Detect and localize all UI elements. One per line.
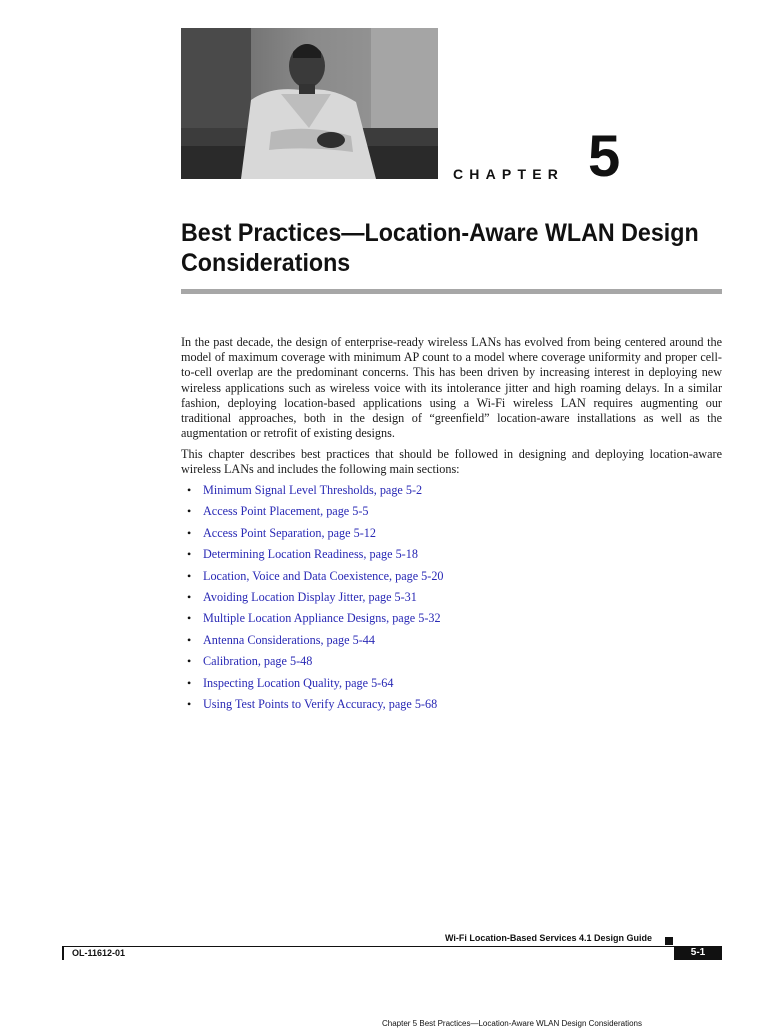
- list-item: [181, 654, 722, 675]
- chapter-title: Best Practices—Location-Aware WLAN Design Considerations: [181, 219, 699, 277]
- bullet-icon: •: [187, 525, 192, 540]
- list-item: [181, 676, 722, 697]
- section-link[interactable]: Calibration, page 5-48: [203, 654, 313, 669]
- section-list: [181, 483, 722, 718]
- section-link[interactable]: Minimum Signal Level Thresholds, page 5-2: [203, 483, 423, 497]
- man-seated-photo-icon: [181, 28, 438, 179]
- overview-paragraph: This chapter describes best practices that should be followed in designing and deploying location-aware wireless LANs and includes the following main sections:: [181, 447, 722, 477]
- chapter-photo: [181, 28, 438, 179]
- footer-guide-title: Wi-Fi Location-Based Services 4.1 Design Guide: [445, 933, 652, 943]
- footer-tick: [62, 946, 64, 960]
- list-item: [181, 483, 722, 504]
- page-number: 5-1: [674, 946, 722, 960]
- section-link[interactable]: Access Point Placement, page 5-5: [203, 504, 369, 519]
- next-page-running-header: Chapter 5 Best Practices—Location-Aware WLAN Design Considerations: [382, 1019, 642, 1028]
- intro-paragraph: In the past decade, the design of enterprise-ready wireless LANs has evolved from being centered around the model of maximum coverage with minimum AP count to a model where coverage uniformity and proper cell-to-cell overlap are the predominant concerns. This has been driven by increasing interest in deploying new wireless applications such as wireless voice with its intolerance jitter and high roaming delays. In a similar fashion, deploying location-based applications using a Wi-Fi wireless LAN requires augmenting our traditional approaches, both in the design of “greenfield” location-aware installations as well as the augmentation or retrofit of existing designs.: [181, 335, 722, 441]
- document-number: OL-11612-01: [72, 948, 126, 958]
- section-link[interactable]: Antenna Considerations, page 5-44: [203, 632, 375, 647]
- list-item: [181, 633, 722, 654]
- section-link[interactable]: Multiple Location Appliance Designs, page 5-32: [203, 611, 441, 626]
- list-item: [181, 526, 722, 547]
- list-item: [181, 569, 722, 590]
- list-item: [181, 611, 722, 632]
- bullet-icon: •: [187, 504, 192, 519]
- list-item: [181, 697, 722, 718]
- bullet-icon: •: [187, 632, 192, 647]
- section-link[interactable]: Access Point Separation, page 5-12: [203, 525, 376, 540]
- title-divider: [181, 289, 722, 294]
- bullet-icon: •: [187, 675, 192, 690]
- section-link[interactable]: Location, Voice and Data Coexistence, page 5-20: [203, 568, 444, 583]
- section-link[interactable]: Using Test Points to Verify Accuracy, page 5-68: [203, 696, 438, 711]
- section-link[interactable]: Inspecting Location Quality, page 5-64: [203, 675, 394, 690]
- chapter-label: CHAPTER: [453, 166, 565, 182]
- list-item: [181, 504, 722, 525]
- bullet-icon: •: [187, 568, 192, 583]
- bullet-icon: •: [187, 696, 192, 711]
- bullet-icon: •: [187, 654, 192, 669]
- footer-square-icon: [665, 937, 673, 945]
- footer-divider: [62, 946, 722, 947]
- bullet-icon: •: [187, 589, 192, 604]
- chapter-number: 5: [588, 124, 621, 189]
- bullet-icon: •: [187, 547, 192, 562]
- section-link[interactable]: Determining Location Readiness, page 5-18: [203, 547, 418, 562]
- section-link[interactable]: Avoiding Location Display Jitter, page 5-31: [203, 589, 417, 604]
- list-item: [181, 590, 722, 611]
- bullet-icon: •: [187, 483, 192, 497]
- bullet-icon: •: [187, 611, 192, 626]
- list-item: [181, 547, 722, 568]
